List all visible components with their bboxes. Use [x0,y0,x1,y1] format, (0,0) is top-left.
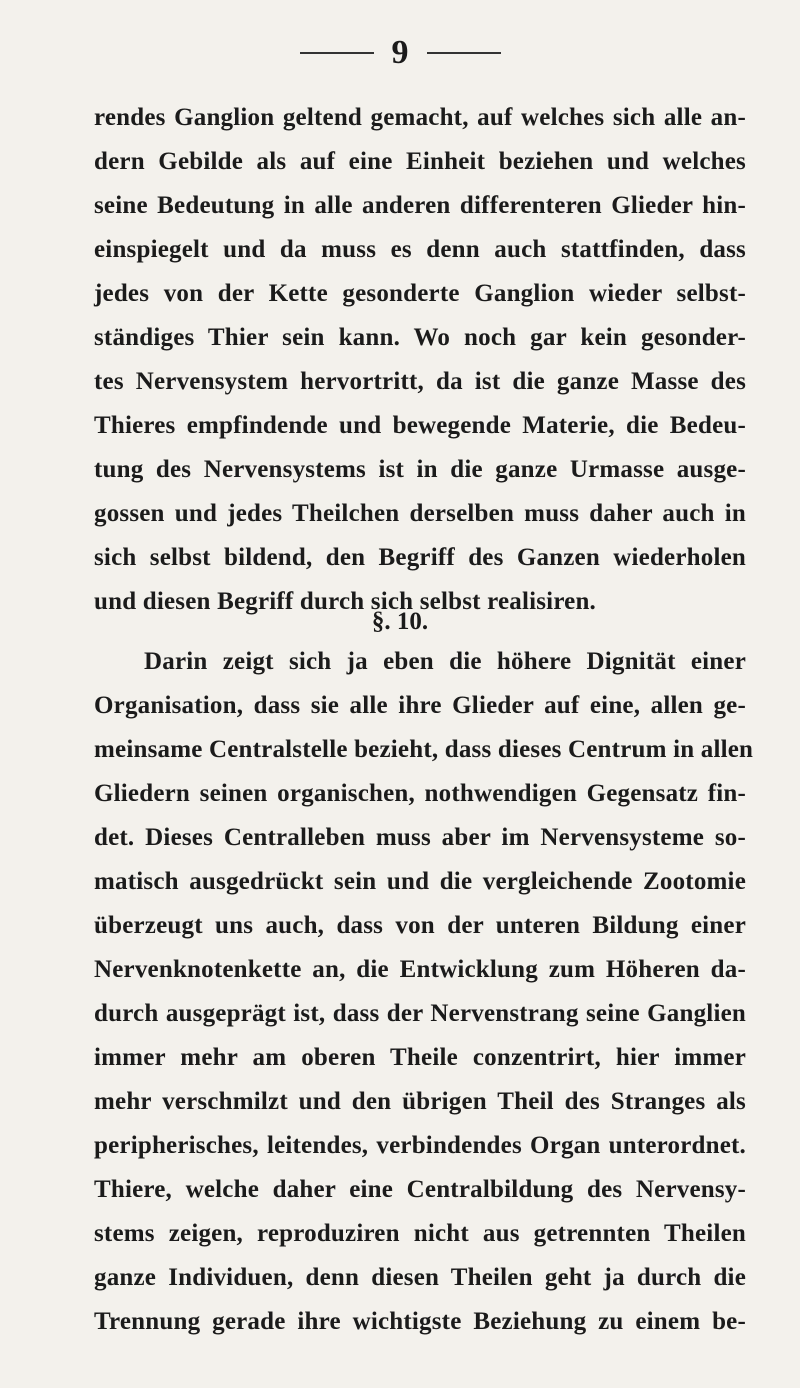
text-line: sich selbst bildend, den Begriff des Ganzen wiederholen [94,544,746,571]
text-line: meinsame Centralstelle bezieht, dass dieses Centrum in allen [94,736,754,763]
text-line: rendes Ganglion geltend gemacht, auf welches sich alle an- [94,104,746,131]
text-line: immer mehr am oberen Theile conzentrirt, hier immer [94,1044,746,1071]
header-rule-right [427,52,501,54]
text-line: Thiere, welche daher eine Centralbildung des Nervensy- [94,1176,746,1203]
text-line: gossen und jedes Theilchen derselben muss daher auch in [94,500,746,527]
text-line: ganze Individuen, denn diesen Theilen geht ja durch die [94,1264,746,1291]
text-line: dern Gebilde als auf eine Einheit beziehen und welches [94,148,746,175]
paragraph-1 [94,96,746,624]
text-line: mehr verschmilzt und den übrigen Theil des Stranges als [94,1088,746,1115]
text-line: einspiegelt und da muss es denn auch stattfinden, dass [94,236,746,263]
text-line: Darin zeigt sich ja eben die höhere Dignität einer [144,648,746,675]
page-number: 9 [391,34,409,71]
text-line: stems zeigen, reproduziren nicht aus getrennten Theilen [94,1220,746,1247]
text-line: Thieres empfindende und bewegende Materie, die Bedeu- [94,412,746,439]
text-line: Trennung gerade ihre wichtigste Beziehung zu einem be- [94,1308,746,1335]
text-line: durch ausgeprägt ist, dass der Nervenstrang seine Ganglien [94,1000,746,1027]
text-line: und diesen Begriff durch sich selbst realisiren. [94,588,597,615]
text-line: jedes von der Kette gesonderte Ganglion wieder selbst- [94,280,746,307]
text-line: Gliedern seinen organischen, nothwendigen Gegensatz fin- [94,780,746,807]
text-line: seine Bedeutung in alle anderen differenteren Glieder hin- [94,192,746,219]
text-line: det. Dieses Centralleben muss aber im Nervensysteme so- [94,824,746,851]
page-header [0,36,800,70]
text-line: Nervenknotenkette an, die Entwicklung zum Höheren da- [94,956,746,983]
paragraph-2 [94,640,754,1344]
header-rule-left [300,52,374,54]
text-line: matisch ausgedrückt sein und die vergleichende Zootomie [94,868,746,895]
text-line: Organisation, dass sie alle ihre Glieder auf eine, allen ge- [94,692,746,719]
text-line: tes Nervensystem hervortritt, da ist die ganze Masse des [94,368,746,395]
text-line: peripherisches, leitendes, verbindendes Organ unterordnet. [94,1132,746,1159]
text-line: ständiges Thier sein kann. Wo noch gar kein gesonder- [94,324,746,351]
section-heading: §. 10. [371,608,429,635]
text-line: tung des Nervensystems ist in die ganze Urmasse ausge- [94,456,746,483]
text-line: überzeugt uns auch, dass von der unteren Bildung einer [94,912,746,939]
